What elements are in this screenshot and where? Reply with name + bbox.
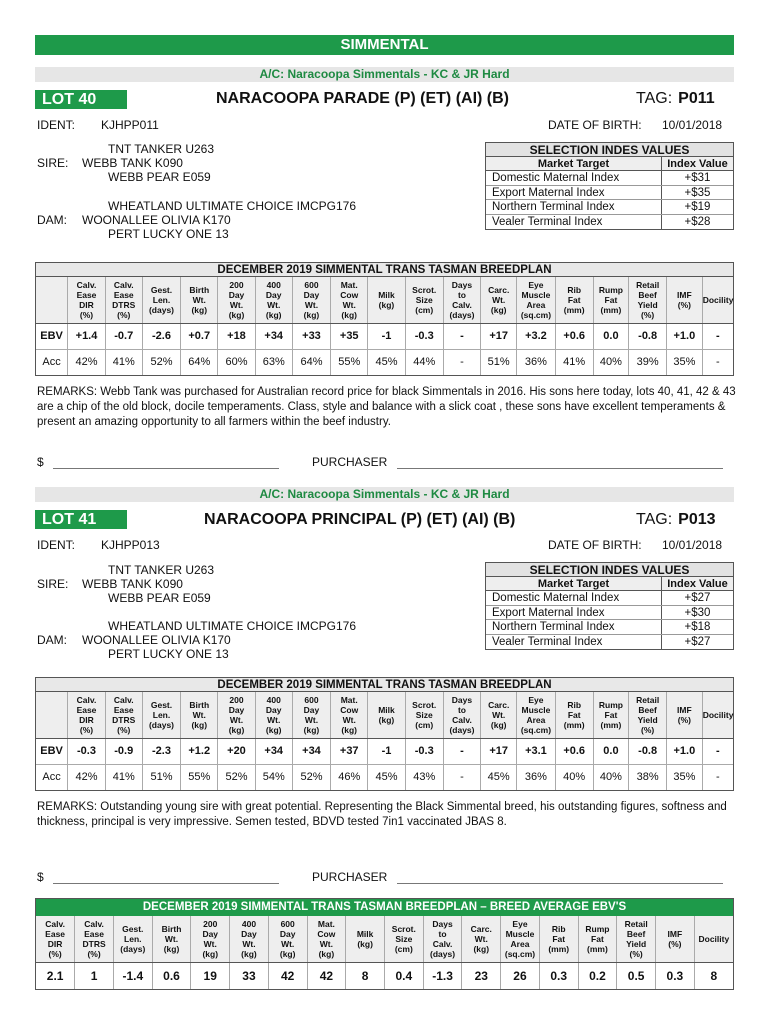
- column-header: 200 Day Wt. (kg): [218, 692, 256, 738]
- column-header: Eye Muscle Area (sq.cm): [517, 692, 556, 738]
- accuracy-cell: 41%: [105, 349, 142, 375]
- column-header: Milk (kg): [368, 692, 406, 738]
- average-cell: 0.2: [578, 962, 617, 989]
- purchaser-field[interactable]: [312, 455, 723, 469]
- accuracy-cell: 35%: [667, 764, 703, 790]
- accuracy-cell: 39%: [629, 349, 667, 375]
- tag-label: TAG:: [636, 511, 673, 528]
- column-header: Milk (kg): [368, 277, 406, 323]
- tag-label: TAG:: [636, 90, 673, 107]
- ebv-cell: +37: [331, 738, 368, 764]
- column-header: Calv. Ease DIR (%): [68, 692, 106, 738]
- index-value-header: Index Value: [667, 578, 728, 590]
- dam-label: DAM:: [37, 633, 67, 647]
- average-cell: 0.3: [539, 962, 578, 989]
- selection-index-title: SELECTION INDES VALUES: [486, 563, 733, 577]
- accuracy-cell: -: [702, 764, 733, 790]
- selection-index-row: [486, 171, 733, 186]
- ebv-cell: +17: [481, 323, 517, 349]
- breed-average-title: DECEMBER 2019 SIMMENTAL TRANS TASMAN BREEDPLAN – BREED AVERAGE EBV'S: [36, 899, 733, 916]
- animal-name: NARACOOPA PARADE (P) (ET) (AI) (B): [216, 90, 510, 107]
- average-cell: 33: [230, 962, 269, 989]
- column-header: Carc. Wt. (kg): [462, 916, 501, 962]
- column-header: 600 Day Wt. (kg): [268, 916, 307, 962]
- ebv-row: [36, 323, 733, 349]
- index-value: +$27: [684, 635, 711, 648]
- column-header: Retail Beef Yield (%): [617, 916, 656, 962]
- ebv-cell: +20: [218, 738, 256, 764]
- animal-name: NARACOOPA PRINCIPAL (P) (ET) (AI) (B): [204, 511, 516, 528]
- index-name: Export Maternal Index: [486, 186, 662, 200]
- column-header: Docility: [694, 916, 733, 962]
- selection-index-row: [486, 186, 733, 201]
- index-name: Northern Terminal Index: [486, 620, 662, 634]
- column-header: Scrot. Size (cm): [384, 916, 423, 962]
- accuracy-cell: 64%: [292, 349, 331, 375]
- average-cell: 1: [75, 962, 114, 989]
- market-target-header: Market Target: [486, 577, 662, 590]
- column-header: Carc. Wt. (kg): [481, 277, 517, 323]
- selection-index-row: [486, 200, 733, 215]
- ebv-cell: -: [443, 738, 481, 764]
- accuracy-cell: 60%: [218, 349, 256, 375]
- column-header: IMF (%): [667, 692, 703, 738]
- accuracy-cell: 41%: [105, 764, 142, 790]
- index-name: Vealer Terminal Index: [486, 635, 662, 650]
- ebv-cell: +33: [292, 323, 331, 349]
- column-header: Rib Fat (mm): [539, 916, 578, 962]
- accuracy-cell: 55%: [331, 349, 368, 375]
- selection-index-row: [486, 215, 733, 230]
- column-header: Calv. Ease DIR (%): [68, 277, 106, 323]
- ident-value: KJHPP013: [101, 538, 160, 552]
- tag: [636, 90, 715, 108]
- accuracy-cell: -: [443, 764, 481, 790]
- tag: [636, 511, 716, 529]
- column-header: Calv. Ease DTRS (%): [105, 277, 142, 323]
- accuracy-cell: 52%: [292, 764, 331, 790]
- sire-dam: WEBB PEAR E059: [108, 170, 211, 184]
- column-header: Retail Beef Yield (%): [629, 277, 667, 323]
- accuracy-cell: 42%: [68, 349, 106, 375]
- breedplan-title: DECEMBER 2019 SIMMENTAL TRANS TASMAN BREEDPLAN: [36, 678, 733, 692]
- index-name: Domestic Maternal Index: [486, 591, 662, 605]
- accuracy-cell: 54%: [255, 764, 292, 790]
- accuracy-cell: Acc: [42, 771, 61, 784]
- column-header: IMF (%): [667, 277, 703, 323]
- breedplan-title: DECEMBER 2019 SIMMENTAL TRANS TASMAN BREEDPLAN: [36, 263, 733, 277]
- accuracy-cell: 63%: [255, 349, 292, 375]
- lot-number: LOT 41: [35, 510, 127, 529]
- index-value: +$31: [684, 172, 711, 184]
- ebv-cell: +17: [481, 738, 517, 764]
- ebv-cell: +3.2: [517, 323, 556, 349]
- column-header: Birth Wt. (kg): [181, 692, 218, 738]
- accuracy-cell: 36%: [517, 764, 556, 790]
- dam-label: DAM:: [37, 213, 67, 227]
- sire-label: SIRE:: [37, 577, 69, 591]
- ebv-cell: -0.8: [629, 738, 667, 764]
- ebv-cell: -2.3: [142, 738, 181, 764]
- ebv-cell: 0.0: [593, 323, 629, 349]
- ebv-cell: +3.1: [517, 738, 556, 764]
- ebv-cell: +1.0: [667, 738, 703, 764]
- breedplan-table: [35, 262, 734, 376]
- column-header: Scrot. Size (cm): [405, 277, 443, 323]
- ebv-row: [36, 738, 733, 764]
- accuracy-cell: 40%: [593, 764, 629, 790]
- sire-name: WEBB TANK K090: [82, 577, 183, 591]
- accuracy-cell: 38%: [629, 764, 667, 790]
- column-header: Gest. Len. (days): [142, 277, 181, 323]
- ebv-cell: +1.4: [68, 323, 106, 349]
- lot-number: LOT 40: [35, 90, 127, 109]
- accuracy-cell: 45%: [368, 764, 406, 790]
- column-header: Days to Calv. (days): [443, 692, 481, 738]
- accuracy-cell: 42%: [68, 764, 106, 790]
- remarks: REMARKS: Webb Tank was purchased for Australian record price for black Simmentals in 2016. His sons here today, lots 40, 41, 42 & 43 are a chip of the old block, docile temperaments. Class, style and balance with a slick coat , these sons have excellent temperaments & present an amazing opportunity to all farmers within the beef industry.: [37, 386, 736, 428]
- column-header: Rib Fat (mm): [555, 277, 593, 323]
- ebv-cell: -2.6: [142, 323, 181, 349]
- column-header: Gest. Len. (days): [113, 916, 152, 962]
- ebv-cell: -0.3: [405, 738, 443, 764]
- average-cell: 19: [191, 962, 230, 989]
- ebv-cell: +1.2: [181, 738, 218, 764]
- index-name: Northern Terminal Index: [486, 200, 662, 214]
- accuracy-cell: 45%: [481, 764, 517, 790]
- column-header: Docility: [702, 277, 733, 323]
- accuracy-row: [36, 349, 733, 375]
- purchaser-field[interactable]: [312, 870, 723, 884]
- accuracy-cell: 45%: [368, 349, 406, 375]
- ebv-cell: +0.7: [181, 323, 218, 349]
- accuracy-cell: -: [702, 349, 733, 375]
- account-line: A/C: Naracoopa Simmentals - KC & JR Hard: [35, 67, 734, 82]
- dollar-sign: $: [37, 455, 44, 469]
- average-cell: 26: [501, 962, 540, 989]
- remarks: REMARKS: Outstanding young sire with great potential. Representing the Black Simmental breed, his outstanding figures, softness and thickness, principal is very impressive. Semen tested, BDVD tested 7in1 vaccinated JBAS 8.: [37, 801, 727, 828]
- accuracy-cell: 44%: [405, 349, 443, 375]
- selection-index-row: [486, 635, 733, 650]
- column-header: Calv. Ease DIR (%): [36, 916, 75, 962]
- index-name: Vealer Terminal Index: [486, 215, 662, 230]
- ebv-cell: +0.6: [555, 738, 593, 764]
- dob-value: 10/01/2018: [662, 118, 723, 132]
- accuracy-cell: 36%: [517, 349, 556, 375]
- dollar-sign: $: [37, 870, 44, 884]
- accuracy-cell: 51%: [142, 764, 181, 790]
- accuracy-cell: 51%: [481, 349, 517, 375]
- column-header: Mat. Cow Wt. (kg): [331, 692, 368, 738]
- column-header: 600 Day Wt. (kg): [292, 277, 331, 323]
- dob-label: DATE OF BIRTH:: [548, 118, 642, 132]
- column-header: Calv. Ease DTRS (%): [75, 916, 114, 962]
- column-header: 600 Day Wt. (kg): [292, 692, 331, 738]
- selection-index-table: [485, 142, 734, 230]
- accuracy-cell: -: [443, 349, 481, 375]
- column-header: Milk (kg): [346, 916, 385, 962]
- accuracy-cell: 52%: [142, 349, 181, 375]
- average-cell: 0.5: [617, 962, 656, 989]
- column-header: 400 Day Wt. (kg): [255, 277, 292, 323]
- ebv-cell: +0.6: [555, 323, 593, 349]
- selection-index-row: [486, 620, 733, 635]
- index-name: Domestic Maternal Index: [486, 171, 662, 185]
- ebv-cell: -0.7: [105, 323, 142, 349]
- accuracy-row: [36, 764, 733, 790]
- accuracy-cell: 52%: [218, 764, 256, 790]
- dam-dam: PERT LUCKY ONE 13: [108, 227, 229, 241]
- accuracy-cell: 46%: [331, 764, 368, 790]
- column-header: 200 Day Wt. (kg): [218, 277, 256, 323]
- ebv-cell: EBV: [36, 738, 68, 764]
- column-header: Rump Fat (mm): [578, 916, 617, 962]
- average-cell: -1.3: [423, 962, 462, 989]
- average-cell: -1.4: [113, 962, 152, 989]
- average-cell: 8: [346, 962, 385, 989]
- ebv-header-row: [36, 692, 733, 738]
- ebv-cell: -0.3: [405, 323, 443, 349]
- market-target-header: Market Target: [486, 157, 662, 170]
- accuracy-cell: Acc: [42, 356, 61, 369]
- column-header: Days to Calv. (days): [443, 277, 481, 323]
- index-name: Export Maternal Index: [486, 606, 662, 620]
- selection-index-row: [486, 606, 733, 621]
- column-header: IMF (%): [656, 916, 695, 962]
- column-header: 200 Day Wt. (kg): [191, 916, 230, 962]
- breedplan-table: [35, 677, 734, 791]
- column-header: Calv. Ease DTRS (%): [105, 692, 142, 738]
- column-header: 400 Day Wt. (kg): [255, 692, 292, 738]
- average-cell: 42: [307, 962, 346, 989]
- column-header: Rump Fat (mm): [593, 277, 629, 323]
- accuracy-cell: 41%: [555, 349, 593, 375]
- ebv-cell: -: [702, 323, 733, 349]
- selection-index-header: [486, 157, 733, 171]
- index-value: +$27: [684, 592, 711, 604]
- column-header: Eye Muscle Area (sq.cm): [501, 916, 540, 962]
- average-cell: 23: [462, 962, 501, 989]
- dam-sire: WHEATLAND ULTIMATE CHOICE IMCPG176: [108, 619, 357, 633]
- ebv-cell: EBV: [36, 323, 68, 349]
- breed-banner: SIMMENTAL: [35, 35, 734, 55]
- ebv-cell: -1: [368, 738, 406, 764]
- column-header: Mat. Cow Wt. (kg): [331, 277, 368, 323]
- column-header: Gest. Len. (days): [142, 692, 181, 738]
- column-header: Rump Fat (mm): [593, 692, 629, 738]
- column-header: Carc. Wt. (kg): [481, 692, 517, 738]
- column-header: Rib Fat (mm): [555, 692, 593, 738]
- average-cell: 8: [694, 962, 733, 989]
- dob-label: DATE OF BIRTH:: [548, 538, 642, 552]
- selection-index-table: [485, 562, 734, 650]
- index-value: +$19: [684, 201, 711, 213]
- accuracy-cell: 35%: [667, 349, 703, 375]
- price-field[interactable]: [37, 455, 279, 469]
- purchaser-label: PURCHASER: [312, 455, 388, 469]
- account-line: A/C: Naracoopa Simmentals - KC & JR Hard: [35, 487, 734, 502]
- column-header: Docility: [702, 692, 733, 738]
- ebv-cell: -0.3: [68, 738, 106, 764]
- column-header: 400 Day Wt. (kg): [230, 916, 269, 962]
- index-value: +$35: [684, 186, 711, 199]
- sire-sire: TNT TANKER U263: [108, 142, 215, 156]
- index-value-header: Index Value: [667, 158, 728, 170]
- sire-dam: WEBB PEAR E059: [108, 591, 211, 605]
- ebv-cell: +1.0: [667, 323, 703, 349]
- dam-name: WOONALLEE OLIVIA K170: [82, 633, 231, 647]
- selection-index-row: [486, 591, 733, 606]
- ebv-header-row: [36, 277, 733, 323]
- average-cell: 0.6: [152, 962, 191, 989]
- column-header: Birth Wt. (kg): [181, 277, 218, 323]
- column-header: [36, 692, 68, 738]
- average-cell: 0.4: [384, 962, 423, 989]
- dob-value: 10/01/2018: [662, 538, 723, 552]
- column-header: [36, 277, 68, 323]
- column-header: Eye Muscle Area (sq.cm): [517, 277, 556, 323]
- breed-average-table: [35, 898, 734, 990]
- column-header: Days to Calv. (days): [423, 916, 462, 962]
- index-value: +$30: [684, 606, 711, 619]
- tag-value: P013: [678, 511, 716, 528]
- index-value: +$28: [684, 215, 711, 228]
- sire-name: WEBB TANK K090: [82, 156, 183, 170]
- average-value-row: [36, 962, 733, 989]
- ebv-cell: -1: [368, 323, 406, 349]
- ident-label: IDENT:: [37, 538, 76, 552]
- purchaser-label: PURCHASER: [312, 870, 388, 884]
- average-cell: 42: [268, 962, 307, 989]
- accuracy-cell: 40%: [555, 764, 593, 790]
- ebv-cell: -0.8: [629, 323, 667, 349]
- tag-value: P011: [678, 90, 715, 107]
- index-value: +$18: [684, 621, 711, 633]
- average-cell: 0.3: [656, 962, 695, 989]
- ebv-cell: +35: [331, 323, 368, 349]
- price-field[interactable]: [37, 870, 279, 884]
- dam-sire: WHEATLAND ULTIMATE CHOICE IMCPG176: [108, 199, 357, 213]
- ebv-cell: +34: [292, 738, 331, 764]
- ebv-cell: -0.9: [105, 738, 142, 764]
- ebv-cell: -: [443, 323, 481, 349]
- ebv-cell: +18: [218, 323, 256, 349]
- accuracy-cell: 55%: [181, 764, 218, 790]
- ebv-cell: +34: [255, 323, 292, 349]
- sire-sire: TNT TANKER U263: [108, 563, 215, 577]
- dam-dam: PERT LUCKY ONE 13: [108, 647, 229, 661]
- ident-label: IDENT:: [37, 118, 76, 132]
- accuracy-cell: 40%: [593, 349, 629, 375]
- sire-label: SIRE:: [37, 156, 69, 170]
- column-header: Retail Beef Yield (%): [629, 692, 667, 738]
- accuracy-cell: 64%: [181, 349, 218, 375]
- column-header: Birth Wt. (kg): [152, 916, 191, 962]
- column-header: Mat. Cow Wt. (kg): [307, 916, 346, 962]
- selection-index-header: [486, 577, 733, 591]
- dam-name: WOONALLEE OLIVIA K170: [82, 213, 231, 227]
- ident-value: KJHPP011: [101, 118, 159, 132]
- average-header-row: [36, 916, 733, 962]
- selection-index-title: SELECTION INDES VALUES: [486, 143, 733, 157]
- accuracy-cell: 43%: [405, 764, 443, 790]
- ebv-cell: -: [702, 738, 733, 764]
- average-cell: 2.1: [46, 968, 64, 983]
- column-header: Scrot. Size (cm): [405, 692, 443, 738]
- ebv-cell: 0.0: [593, 738, 629, 764]
- ebv-cell: +34: [255, 738, 292, 764]
